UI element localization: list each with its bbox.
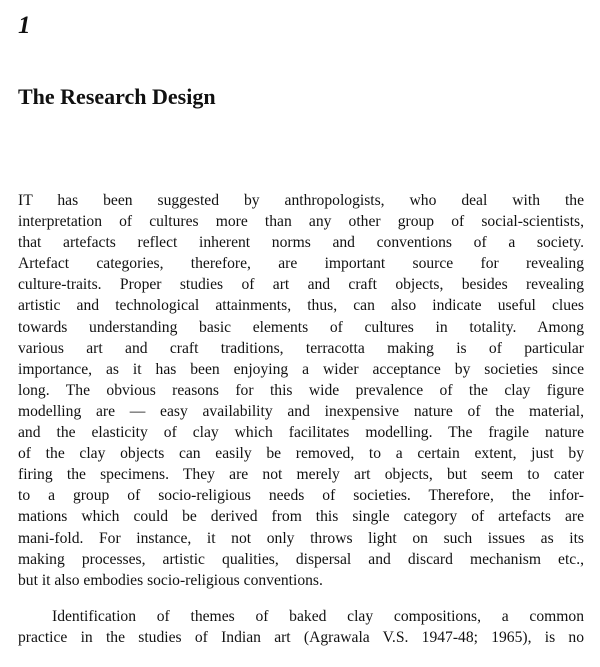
paragraph-line: artistic and technological attainments, thus, can also indicate useful clues xyxy=(18,297,584,315)
chapter-number: 1 xyxy=(18,12,31,39)
paragraph-line: of the clay objects can easily be removed, to a certain extent, just by xyxy=(18,445,584,463)
paragraph-line: IT has been suggested by anthropologists, who deal with the xyxy=(18,192,584,209)
paragraph-line: culture-traits. Proper studies of art and craft objects, besides revealing xyxy=(18,276,584,294)
paragraph-line: but it also embodies socio-religious conventions. xyxy=(18,571,323,589)
paragraph-line: interpretation of cultures more than any other group of social-scientists, xyxy=(18,213,584,231)
paragraph-line: Identification of themes of baked clay compositions, a common xyxy=(52,608,584,625)
paragraph-line: to a group of socio-religious needs of societies. Therefore, the infor- xyxy=(18,487,584,505)
paragraph-line: and the elasticity of clay which facilitates modelling. The fragile nature xyxy=(18,424,584,442)
paragraph-line: mations which could be derived from this single category of artefacts are xyxy=(18,508,584,526)
paragraph-line: firing the specimens. They are not merely art objects, but seem to cater xyxy=(18,466,584,484)
paragraph-line: making processes, artistic qualities, dispersal and discard mechanism etc., xyxy=(18,550,584,568)
paragraph-1 xyxy=(18,190,584,591)
paragraph-2 xyxy=(18,606,584,648)
paragraph-line: long. The obvious reasons for this wide prevalence of the clay figure xyxy=(18,381,584,399)
paragraph-line: that artefacts reflect inherent norms and conventions of a society. xyxy=(18,234,584,252)
paragraph-line: practice in the studies of Indian art (Agrawala V.S. 1947-48; 1965), is no xyxy=(18,629,584,647)
paragraph-line: modelling are — easy availability and inexpensive nature of the material, xyxy=(18,402,584,420)
paragraph-line: importance, as it has been enjoying a wider acceptance by societies since xyxy=(18,360,584,378)
paragraph-line: mani-fold. For instance, it not only throws light on such issues as its xyxy=(18,529,584,547)
chapter-title: The Research Design xyxy=(18,84,216,109)
paragraph-line: towards understanding basic elements of cultures in totality. Among xyxy=(18,318,584,336)
paragraph-line: various art and craft traditions, terracotta making is of particular xyxy=(18,339,584,357)
paragraph-line: Artefact categories, therefore, are important source for revealing xyxy=(18,255,584,273)
